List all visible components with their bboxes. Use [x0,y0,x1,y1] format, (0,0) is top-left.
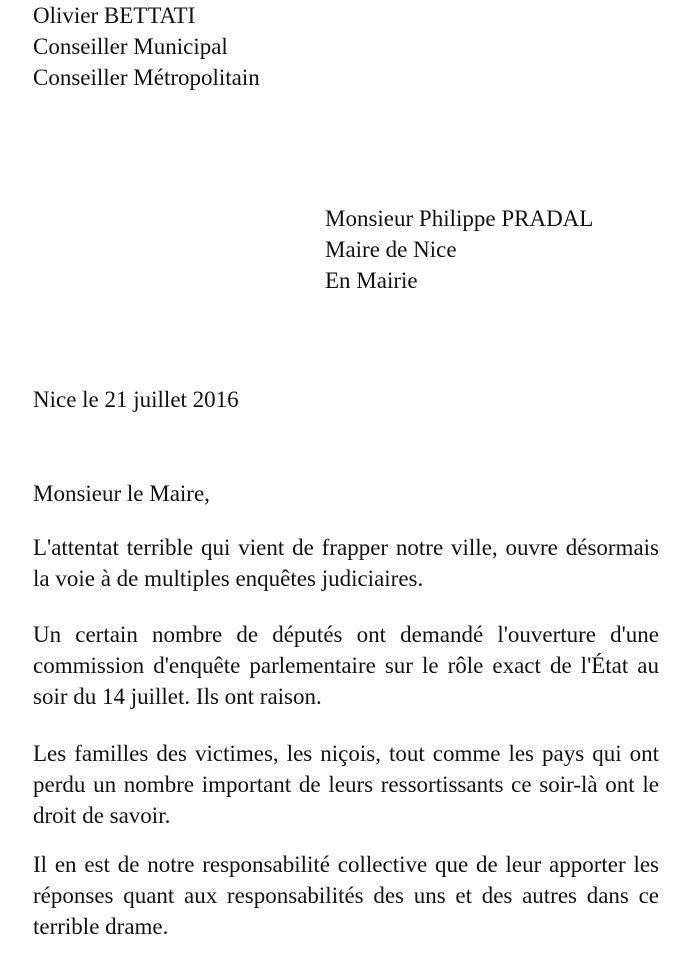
body-paragraph: Les familles des victimes, les niçois, tout comme les pays qui ont perdu un nombre important de leurs ressortissants ce soir-là ont le droit de savoir. [33,741,659,828]
body-paragraph: L'attentat terrible qui vient de frapper notre ville, ouvre désormais la voie à de multiples enquêtes judiciaires. [33,535,659,591]
recipient-block [325,203,593,296]
recipient-location: En Mairie [325,268,418,293]
salutation: Monsieur le Maire, [33,481,210,506]
sender-title-metropolitain: Conseiller Métropolitain [33,65,260,90]
sender-name: Olivier BETTATI [33,3,196,28]
letter-date: Nice le 21 juillet 2016 [33,387,239,412]
recipient-title: Maire de Nice [325,237,457,262]
sender-title-municipal: Conseiller Municipal [33,34,228,59]
body-paragraph: Un certain nombre de députés ont demandé l'ouverture d'une commission d'enquête parlementaire sur le rôle exact de l'État au soir du 14 juillet. Ils ont raison. [33,622,659,709]
recipient-name: Monsieur Philippe PRADAL [325,206,594,231]
body-paragraph: Il en est de notre responsabilité collective que de leur apporter les réponses quant aux responsabilités des uns et des autres dans ce terrible drame. [33,852,659,939]
sender-block [33,0,260,93]
